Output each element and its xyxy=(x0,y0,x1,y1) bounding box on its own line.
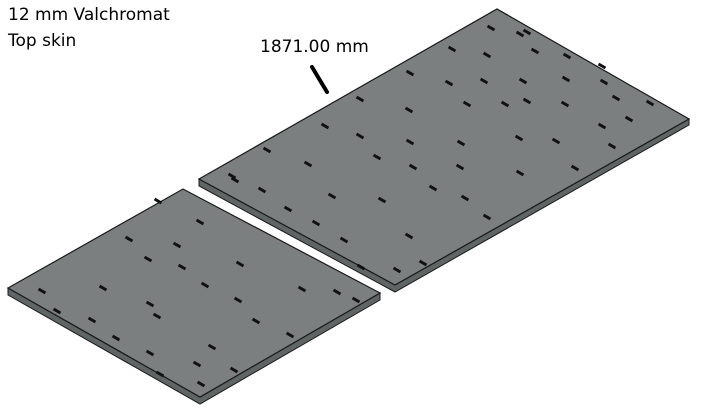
part-name-label: Top skin xyxy=(8,31,77,51)
dimension-label: 1871.00 mm xyxy=(260,37,369,57)
material-title: 12 mm Valchromat xyxy=(8,5,170,25)
dimension-leader-line xyxy=(312,67,327,92)
